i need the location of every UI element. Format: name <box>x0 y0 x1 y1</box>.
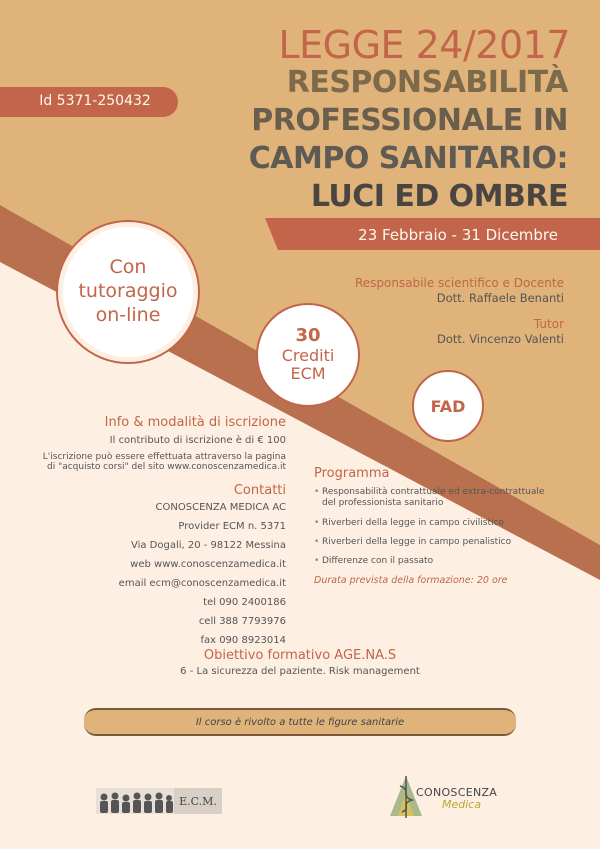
contatti-fax: fax 090 8923014 <box>200 635 286 646</box>
obiettivo-block <box>0 648 600 677</box>
info-block <box>20 415 286 472</box>
obiettivo-text: 6 - La sicurezza del paziente. Risk management <box>180 666 420 677</box>
title-line5: LUCI ED OMBRE <box>310 179 568 214</box>
fad-label: FAD <box>430 396 466 416</box>
fad-circle <box>412 370 484 442</box>
contatti-provider: Provider ECM n. 5371 <box>178 521 286 532</box>
crediti-label: Crediti <box>281 345 335 365</box>
id-badge: Id 5371-250432 <box>39 93 151 109</box>
medica-text: Medica <box>442 798 482 811</box>
programma-item: • Riverberi della legge in campo penalistico <box>314 537 554 548</box>
tutoraggio-circle <box>56 220 200 364</box>
info-line2: L'iscrizione può essere effettuata attraverso la pagina <box>42 452 286 462</box>
programma-block <box>314 466 554 586</box>
tutoraggio-line1: Con <box>109 256 147 279</box>
contatti-tel: tel 090 2400186 <box>203 597 286 608</box>
programma-heading: Programma <box>314 466 390 481</box>
conoscenza-medica-logo <box>386 772 516 820</box>
info-fee: Il contributo di iscrizione è di € 100 <box>109 435 286 446</box>
crediti-ecm: ECM <box>290 364 326 384</box>
programma-item: • Riverberi della legge in campo civilistico <box>314 518 554 529</box>
title-law: LEGGE 24/2017 <box>278 23 570 67</box>
tutor-name: Dott. Vincenzo Valenti <box>436 332 564 346</box>
contatti-block <box>20 484 286 646</box>
info-line3: di "acquisto corsi" del sito www.conoscenzamedica.it <box>47 462 286 472</box>
responsabile-heading: Responsabile scientifico e Docente <box>354 276 564 290</box>
contatti-address: Via Dogali, 20 - 98122 Messina <box>130 540 286 551</box>
info-heading: Info & modalità di iscrizione <box>104 415 286 430</box>
tutoraggio-line2: tutoraggio <box>78 280 178 303</box>
tutoraggio-line3: on-line <box>95 303 161 326</box>
contatti-email: email ecm@conoscenzamedica.it <box>118 578 286 589</box>
ecm-logo <box>96 788 222 814</box>
title-line2: RESPONSABILITÀ <box>286 65 568 100</box>
responsabile-block <box>304 276 564 346</box>
contatti-heading: Contatti <box>233 483 286 498</box>
programma-list <box>314 487 554 567</box>
conoscenza-text: CONOSCENZA <box>416 786 498 799</box>
responsabile-name: Dott. Raffaele Benanti <box>436 291 564 305</box>
contatti-cell: cell 388 7793976 <box>198 616 286 627</box>
ecm-logo-text: E.C.M. <box>174 788 222 814</box>
banner-text: Il corso è rivolto a tutte le figure sanitarie <box>195 716 405 728</box>
programma-item: • Differenze con il passato <box>314 556 554 567</box>
contatti-web: web www.conoscenzamedica.it <box>130 559 286 570</box>
obiettivo-heading: Obiettivo formativo AGE.NA.S <box>203 648 397 663</box>
title-line3: PROFESSIONALE IN <box>251 103 568 138</box>
title-line4: CAMPO SANITARIO: <box>248 141 568 176</box>
course-dates: 23 Febbraio - 31 Dicembre <box>358 226 558 244</box>
programma-item: • Responsabilità contrattuale ed extra-contrattuale del professionista sanitario <box>314 487 554 510</box>
durata-text: Durata prevista della formazione: 20 ore <box>314 575 508 587</box>
ecm-people-image <box>96 788 174 814</box>
tutor-heading: Tutor <box>533 317 564 331</box>
contatti-org: CONOSCENZA MEDICA AC <box>155 502 286 513</box>
target-banner <box>84 708 516 736</box>
crediti-number: 30 <box>295 325 321 347</box>
